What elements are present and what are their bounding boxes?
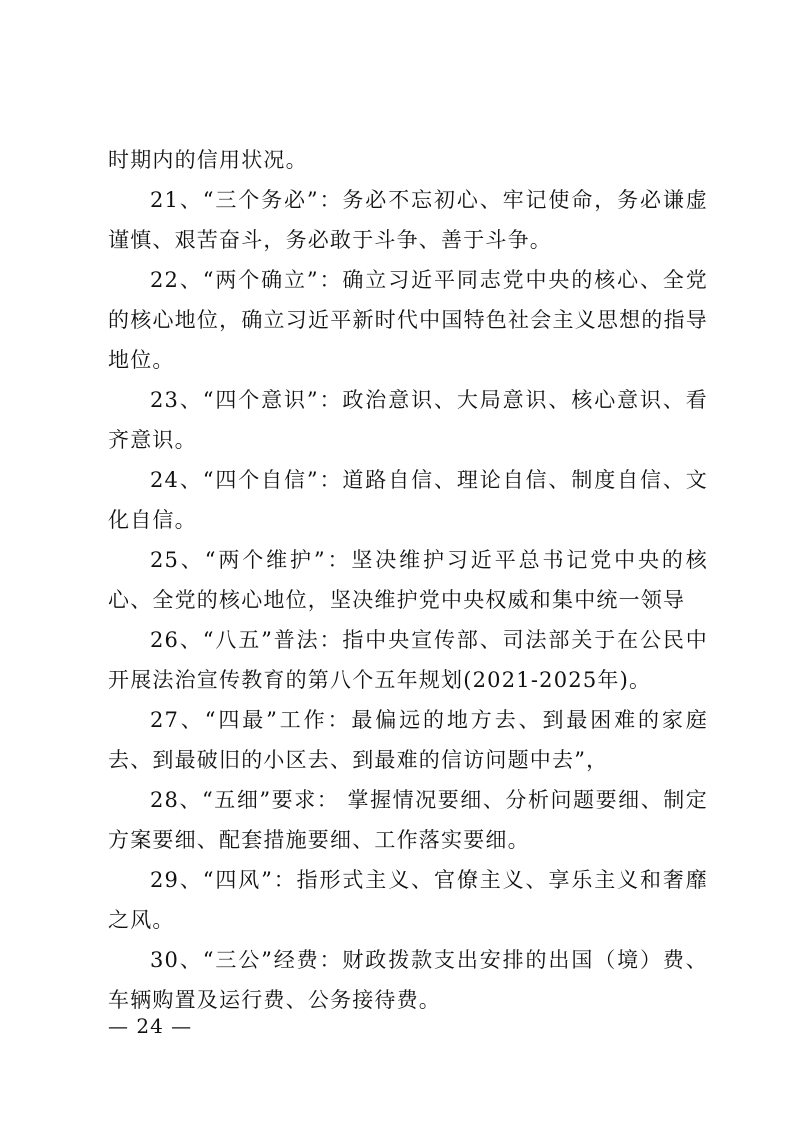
paragraph-continuation: 时期内的信用状况。	[108, 148, 308, 172]
paragraph-item-21: 21、“三个务必”：务必不忘初心、牢记使命，务必谦虚谨慎、艰苦奋斗，务必敢于斗争、善于斗争。	[108, 188, 708, 252]
paragraph-item-25: 25、“两个维护”：坚决维护习近平总书记党中央的核心、全党的核心地位，坚决维护党中央权威和集中统一领导	[108, 548, 708, 612]
paragraph-item-23: 23、“四个意识”：政治意识、大局意识、核心意识、看齐意识。	[108, 388, 708, 452]
paragraph-item-28: 28、“五细”要求： 掌握情况要细、分析问题要细、制定方案要细、配套措施要细、工作落实要细。	[108, 788, 708, 852]
paragraph-item-22: 22、“两个确立”：确立习近平同志党中央的核心、全党的核心地位，确立习近平新时代中国特色社会主义思想的指导地位。	[108, 268, 708, 372]
page-number: — 24 —	[108, 1014, 193, 1038]
paragraph-item-24: 24、“四个自信”：道路自信、理论自信、制度自信、文化自信。	[108, 468, 708, 532]
document-body	[108, 140, 708, 1020]
paragraph-item-26: 26、“八五”普法：指中央宣传部、司法部关于在公民中开展法治宣传教育的第八个五年规划(2021-2025年)。	[108, 628, 708, 692]
paragraph-item-29: 29、“四风”：指形式主义、官僚主义、享乐主义和奢靡之风。	[108, 868, 708, 932]
paragraph-item-30: 30、“三公”经费：财政拨款支出安排的出国（境）费、车辆购置及运行费、公务接待费。	[108, 948, 708, 1012]
paragraph-item-27: 27、“四最”工作：最偏远的地方去、到最困难的家庭去、到最破旧的小区去、到最难的信访问题中去”，	[108, 708, 708, 772]
